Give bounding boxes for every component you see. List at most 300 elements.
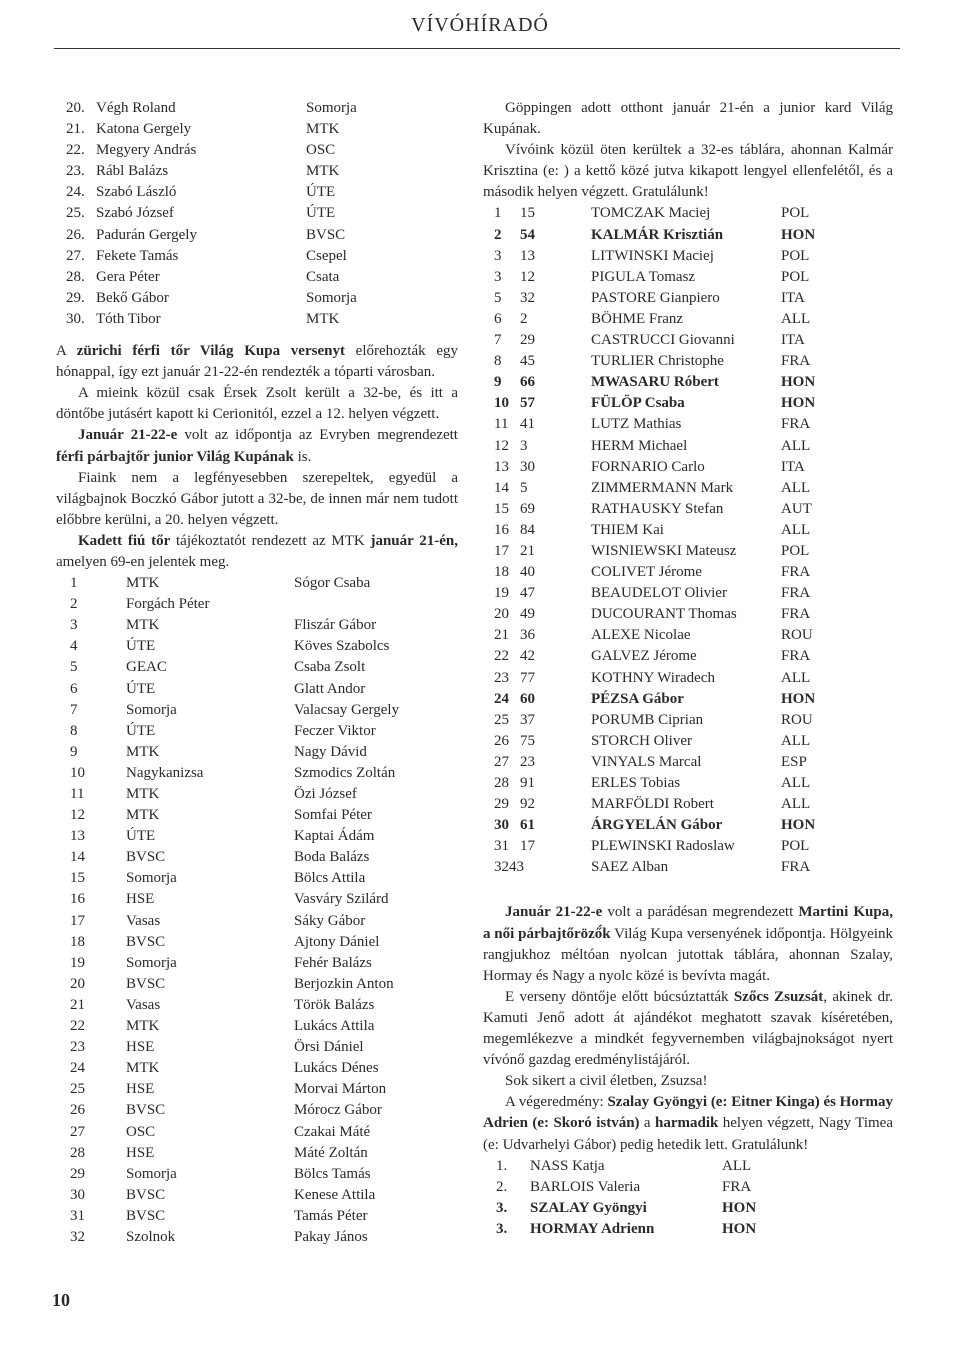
- cell-name: GALVEZ Jérome: [591, 648, 697, 665]
- cell-n: 32: [70, 1228, 85, 1245]
- cell-n: 25: [70, 1081, 85, 1098]
- cell-a: 19: [494, 585, 509, 602]
- cell-name: BEAUDELOT Olivier: [591, 585, 727, 602]
- cadet-row: [56, 1100, 458, 1121]
- cell-name: PIGULA Tomasz: [591, 268, 696, 285]
- cell-name: Özi József: [294, 786, 357, 802]
- cadet-row: [56, 594, 458, 615]
- cell-name: PASTORE Gianpiero: [591, 289, 720, 306]
- evry-result-paragraph: Fiaink nem a legfényesebben szerepeltek, egyedül a világbajnok Boczkó Gábor jutott a 32-be, de innen már nem tudott előbbre kerülni, a 20. helyen végzett.: [56, 469, 458, 528]
- sabre-row: [483, 668, 893, 689]
- cell-a: 17: [494, 542, 509, 559]
- cell-name: WISNIEWSKI Mateusz: [591, 542, 737, 559]
- cadet-row: [56, 700, 458, 721]
- cell-name: Gera Péter: [96, 268, 160, 285]
- cell-name: RATHAUSKY Stefan: [591, 500, 724, 517]
- cell-name: Sógor Csaba: [294, 575, 371, 592]
- cell-name: LUTZ Mathias: [591, 416, 682, 433]
- cell-name: Kenese Attila: [294, 1186, 376, 1203]
- cell-b: 23: [520, 753, 535, 770]
- wish-paragraph: Sok sikert a civil életben, Zsuzsa!: [505, 1073, 708, 1090]
- cell-a: 24: [494, 690, 509, 707]
- cell-nat: ITA: [781, 332, 805, 349]
- cell-b: 60: [520, 690, 535, 707]
- cell-a: 1: [494, 205, 502, 222]
- cell-club: HSE: [126, 1039, 155, 1056]
- martini-paragraph: Január 21-22-e volt a parádésan megrendezett Martini Kupa, a női párbajtőröző́k Világ Kupa versenyének időpontja. Hölgyeink rangjukhoz méltóan nyolcan jutottak táblára, ahonnan Szalay, Hormay és Nagy a nyolc közé is bevívta magát.: [483, 904, 894, 984]
- sabre-row: [483, 857, 893, 878]
- cell-b: 75: [520, 732, 535, 749]
- cell-name: Morvai Márton: [294, 1081, 387, 1098]
- cell-club: Vasas: [126, 996, 161, 1013]
- cell-club: MTK: [126, 1060, 160, 1077]
- cell-name: Kaptai Ádám: [294, 828, 375, 845]
- cell-name: KALMÁR Krisztián: [591, 226, 724, 243]
- cell-b: 66: [520, 374, 535, 391]
- cell-n: 26.: [66, 226, 85, 243]
- cell-n: 5: [70, 659, 78, 676]
- cell-nat: FRA: [781, 859, 811, 876]
- cell-nat: ALL: [722, 1157, 752, 1174]
- cell-a: 3: [494, 247, 502, 264]
- cell-club: MTK: [306, 310, 340, 327]
- cell-club: MTK: [126, 786, 160, 802]
- zurich-result-paragraph: A mieink közül csak Érsek Zsolt került a 32-be, és itt a döntőbe jutásért kapott ki Cerionitól, ezzel a 12. helyen végzett.: [56, 385, 458, 423]
- cadet-row: [56, 1143, 458, 1164]
- cell-club: MTK: [306, 163, 340, 180]
- cell-nat: ALL: [781, 310, 811, 327]
- cell-name: DUCOURANT Thomas: [591, 606, 737, 623]
- cell-b: 49: [520, 606, 535, 623]
- cell-a: 3: [494, 268, 502, 285]
- cell-club: HSE: [126, 891, 155, 908]
- cell-a: 21: [494, 627, 509, 644]
- cell-name: Fehér Balázs: [294, 954, 372, 971]
- cell-a: 20: [494, 606, 509, 623]
- cell-n: 7: [70, 701, 78, 718]
- cell-club: MTK: [126, 617, 160, 634]
- cell-name: Czakai Máté: [294, 1123, 371, 1140]
- cell-b: 61: [520, 817, 535, 834]
- cell-name: VINYALS Marcal: [591, 753, 702, 770]
- sabre-row: [483, 815, 893, 836]
- cadet-row: [56, 1079, 458, 1100]
- cadet-results-list: [56, 573, 458, 1248]
- cell-b: 29: [520, 332, 535, 349]
- cell-name: Vasváry Szilárd: [294, 891, 389, 908]
- cell-a: 11: [494, 416, 509, 433]
- cell-club: GEAC: [126, 659, 167, 676]
- cell-club: OSC: [306, 142, 336, 159]
- cell-b: 77: [520, 669, 535, 686]
- cell-club: ÚTE: [126, 638, 156, 655]
- cell-b: 57: [520, 395, 535, 412]
- cell-name: Ajtony Dániel: [294, 933, 380, 950]
- cell-name: SZALAY Gyöngyi: [530, 1199, 647, 1216]
- cell-a: 9: [494, 374, 502, 391]
- cell-name: CASTRUCCI Giovanni: [591, 332, 735, 349]
- cell-name: FÜLÖP Csaba: [591, 395, 685, 412]
- cell-name: Padurán Gergely: [96, 226, 197, 243]
- sabre-row: [483, 499, 893, 520]
- cell-name: [294, 594, 458, 615]
- cadet-row: [56, 573, 458, 594]
- result-row: [66, 119, 466, 140]
- cell-n: 31: [70, 1207, 85, 1224]
- cell-club: MTK: [306, 121, 340, 138]
- cell-name: Sáky Gábor: [294, 912, 366, 929]
- goppingen-result-paragraph: Vívóink közül öten kerültek a 32-es táblára, ahonnan Kalmár Krisztina (e: ) a kettő közé jutva kikapott lengyel ellenfelétől, és a második helyen végzett. Gratulálunk!: [483, 142, 893, 201]
- cell-b: 69: [520, 500, 535, 517]
- cell-a: 13: [494, 458, 509, 475]
- cell-n: 1.: [496, 1157, 508, 1174]
- cell-a: 25: [494, 711, 509, 728]
- cell-a: 7: [494, 332, 502, 349]
- cell-b: 54: [520, 226, 535, 243]
- cell-club: BVSC: [126, 1102, 166, 1119]
- cell-n: 23.: [66, 163, 85, 180]
- cell-name: BÖHME Franz: [591, 310, 684, 327]
- cadet-row: [56, 1037, 458, 1058]
- cell-b: 30: [520, 458, 535, 475]
- cell-name: LITWINSKI Maciej: [591, 247, 714, 264]
- cell-club: BVSC: [126, 933, 166, 950]
- cell-n: 23: [70, 1039, 85, 1056]
- cell-club: Somorja: [126, 701, 177, 718]
- cell-a: 29: [494, 796, 509, 813]
- cell-name: PÉZSA Gábor: [591, 690, 684, 707]
- cell-b: 32: [520, 289, 535, 306]
- cell-name: Bekő Gábor: [96, 289, 169, 306]
- cadet-row: [56, 911, 458, 932]
- cell-name: Bölcs Tamás: [294, 1165, 371, 1182]
- cell-n: 29: [70, 1165, 85, 1182]
- farewell-paragraph: E verseny döntője előtt búcsúztatták Szőcs Zsuzsát, akinek dr. Kamuti Jenő adott át ajándékot meghatott szavak kíséretében, megemlékezve a mindkét fegyvernemben világbajnokságot nyert vívónő gazdag eredménylistájáról.: [483, 988, 894, 1069]
- cell-nat: HON: [781, 690, 816, 707]
- sabre-row: [483, 351, 893, 372]
- cell-name: PLEWINSKI Radoslaw: [591, 838, 735, 855]
- cell-club: Somorja: [126, 954, 177, 971]
- cell-b: 47: [520, 585, 535, 602]
- result-row: [66, 246, 466, 267]
- cell-name: Tamás Péter: [294, 1207, 368, 1224]
- cell-b: 13: [520, 247, 535, 264]
- cell-club: MTK: [126, 575, 160, 592]
- cell-name: MWASARU Róbert: [591, 374, 719, 391]
- cell-name: Rábl Balázs: [96, 163, 169, 180]
- cadet-row: [56, 1206, 458, 1227]
- article-left: [56, 341, 458, 1248]
- sabre-row: [483, 309, 893, 330]
- cell-n: 16: [70, 891, 85, 908]
- final-row: [483, 1219, 893, 1240]
- cell-nat: ALL: [781, 521, 811, 538]
- cell-n: 13: [70, 828, 85, 845]
- cell-name: TOMCZAK Maciej: [591, 205, 711, 222]
- result-row: [66, 140, 466, 161]
- result-row: [66, 267, 466, 288]
- cell-club: BVSC: [126, 975, 166, 992]
- cell-n: 3: [70, 617, 78, 634]
- cell-club: Somorja: [306, 289, 357, 306]
- result-row: [66, 225, 466, 246]
- sabre-results-list: [483, 203, 893, 878]
- cadet-row: [56, 995, 458, 1016]
- cell-nat: HON: [781, 226, 816, 243]
- cell-nat: ITA: [781, 289, 805, 306]
- cell-n: 20: [70, 975, 85, 992]
- cadet-row: [56, 932, 458, 953]
- cell-n: 22: [70, 1018, 85, 1035]
- sabre-row: [483, 372, 893, 393]
- cell-nat: FRA: [781, 585, 811, 602]
- sabre-row: [483, 752, 893, 773]
- cell-n: 15: [70, 870, 85, 887]
- cell-name: HERM Michael: [591, 437, 688, 454]
- cell-club: MTK: [126, 807, 160, 824]
- cell-name: FORNARIO Carlo: [591, 458, 705, 475]
- cell-club: Somorja: [126, 870, 177, 887]
- cell-n: 14: [70, 849, 85, 866]
- cell-name: Lukács Dénes: [294, 1060, 379, 1077]
- cell-nat: POL: [781, 268, 810, 285]
- cell-club: MTK: [126, 1018, 160, 1035]
- cell-b: 37: [520, 711, 535, 728]
- results-list-top: [66, 98, 466, 330]
- cell-b: 5: [520, 479, 528, 496]
- cadet-row: [56, 868, 458, 889]
- cell-b: 45: [520, 353, 535, 370]
- cell-n: 19: [70, 954, 85, 971]
- cell-b: 15: [520, 205, 535, 222]
- sabre-row: [483, 330, 893, 351]
- cell-name: Megyery András: [96, 142, 197, 159]
- cell-nat: HON: [781, 374, 816, 391]
- cell-name: COLIVET Jérome: [591, 564, 702, 581]
- cell-n: 27.: [66, 247, 85, 264]
- cell-n: 29.: [66, 289, 85, 306]
- cadet-row: [56, 784, 458, 805]
- cadet-row: [56, 657, 458, 678]
- cell-name: Mórocz Gábor: [294, 1102, 382, 1119]
- cell-b: 41: [520, 416, 535, 433]
- sabre-row: [483, 604, 893, 625]
- cell-n: 18: [70, 933, 85, 950]
- sabre-row: [483, 583, 893, 604]
- cell-name: MARFÖLDI Robert: [591, 796, 714, 813]
- cell-name: KOTHNY Wiradech: [591, 669, 715, 686]
- cell-nat: POL: [781, 205, 810, 222]
- cell-name: Nagy Dávid: [294, 743, 367, 760]
- cell-a: 27: [494, 753, 509, 770]
- sabre-row: [483, 773, 893, 794]
- cadet-row: [56, 763, 458, 784]
- cell-b: 92: [520, 796, 535, 813]
- cell-n: 4: [70, 638, 78, 655]
- cell-club: ÚTE: [306, 205, 336, 222]
- cell-b: 3: [520, 437, 528, 454]
- cadet-row: [56, 826, 458, 847]
- cell-name: Boda Balázs: [294, 849, 370, 866]
- cell-club: Szolnok: [126, 1228, 176, 1245]
- sabre-row: [483, 710, 893, 731]
- cell-name: THIEM Kai: [591, 521, 664, 538]
- cell-club: Forgách Péter: [126, 596, 210, 613]
- sabre-row: [483, 562, 893, 583]
- cell-n: 30.: [66, 310, 85, 327]
- cell-nat: ALL: [781, 775, 811, 791]
- cell-name: Valacsay Gergely: [294, 701, 400, 718]
- cell-nat: FRA: [722, 1178, 752, 1195]
- cell-nat: ALL: [781, 479, 811, 496]
- header-rule: [54, 48, 900, 49]
- cell-name: SAEZ Alban: [591, 859, 669, 876]
- cell-nat: FRA: [781, 353, 811, 370]
- cell-name: Török Balázs: [294, 996, 375, 1013]
- cell-n: 10: [70, 764, 85, 781]
- cell-a: 14: [494, 479, 509, 496]
- sabre-row: [483, 794, 893, 815]
- cell-nat: HON: [722, 1199, 757, 1216]
- final-row: [483, 1156, 893, 1177]
- sabre-row: [483, 246, 893, 267]
- cadet-row: [56, 1122, 458, 1143]
- cell-b: 42: [520, 648, 535, 665]
- final-result-paragraph: A végeredmény: Szalay Gyöngyi (e: Eitner Kinga) és Hormay Adrien (e: Skoró istván) a harmadik helyen végzett, Nagy Timea (e: Udvarhelyi Gábor) pedig hetedik lett. Gratulálunk!: [483, 1094, 894, 1153]
- sabre-row: [483, 731, 893, 752]
- cadet-row: [56, 1185, 458, 1206]
- cell-club: Nagykanizsa: [126, 764, 204, 781]
- cell-n: 26: [70, 1102, 85, 1119]
- cell-b: 91: [520, 775, 535, 791]
- sabre-row: [483, 457, 893, 478]
- cell-n: 28.: [66, 268, 85, 285]
- cell-b: [520, 857, 591, 878]
- cell-club: ÚTE: [306, 184, 336, 201]
- cell-name: Fekete Tamás: [96, 247, 179, 264]
- cell-a: 23: [494, 669, 509, 686]
- cadet-row: [56, 953, 458, 974]
- cell-nat: HON: [781, 395, 816, 412]
- cell-name: PORUMB Ciprian: [591, 711, 704, 728]
- cell-club: BVSC: [306, 226, 346, 243]
- cell-club: BVSC: [126, 849, 166, 866]
- cell-club: Vasas: [126, 912, 161, 929]
- cell-nat: HON: [722, 1220, 757, 1237]
- cell-a: 26: [494, 732, 509, 749]
- cell-b: 12: [520, 268, 535, 285]
- cell-nat: ESP: [781, 753, 807, 770]
- sabre-row: [483, 414, 893, 435]
- final-results-list: [483, 1156, 893, 1240]
- sabre-row: [483, 393, 893, 414]
- sabre-row: [483, 436, 893, 457]
- final-row: [483, 1198, 893, 1219]
- cell-nat: FRA: [781, 564, 811, 581]
- sabre-row: [483, 478, 893, 499]
- cell-b: 21: [520, 542, 535, 559]
- cell-name: Szabó László: [96, 184, 177, 201]
- cell-club: Csepel: [306, 247, 347, 264]
- cell-a: 22: [494, 648, 509, 665]
- cell-name: Csaba Zsolt: [294, 659, 366, 676]
- evry-paragraph: Január 21-22-e volt az időpontja az Evryben megrendezett férfi párbajtőr junior Világ Kupának is.: [56, 427, 458, 465]
- cell-a: 8: [494, 353, 502, 370]
- cell-nat: ALL: [781, 796, 811, 813]
- sabre-row: [483, 225, 893, 246]
- cell-n: 27: [70, 1123, 85, 1140]
- cell-name: Lukács Attila: [294, 1018, 375, 1035]
- cell-name: ÁRGYELÁN Gábor: [591, 817, 723, 834]
- cell-b: 36: [520, 627, 535, 644]
- zurich-paragraph: A zürichi férfi tőr Világ Kupa versenyt előrehozták egy hónappal, így ezt január 21-22-én rendezték a tóparti városban.: [56, 343, 458, 381]
- cell-club: OSC: [126, 1123, 156, 1140]
- cell-name: TURLIER Christophe: [591, 353, 724, 370]
- sabre-row: [483, 520, 893, 541]
- cell-nat: AUT: [781, 500, 812, 517]
- cell-n: 20.: [66, 100, 85, 116]
- cell-a: 6: [494, 310, 502, 327]
- cell-name: NASS Katja: [530, 1157, 605, 1174]
- cell-n: 11: [70, 786, 85, 802]
- cell-nat: POL: [781, 838, 810, 855]
- cell-nat: FRA: [781, 606, 811, 623]
- cadet-row: [56, 636, 458, 657]
- cell-n: 2: [70, 596, 78, 613]
- cell-n: 8: [70, 722, 78, 739]
- cell-n: 17: [70, 912, 85, 929]
- cadet-row: [56, 847, 458, 868]
- cell-nat: ROU: [781, 711, 813, 728]
- cell-name: Fliszár Gábor: [294, 617, 377, 634]
- cadet-row: [56, 679, 458, 700]
- cell-nat: FRA: [781, 416, 811, 433]
- cell-a: 3243: [494, 859, 524, 876]
- cell-n: 30: [70, 1186, 85, 1203]
- cadet-row: [56, 721, 458, 742]
- cell-a: 15: [494, 500, 509, 517]
- cell-a: 5: [494, 289, 502, 306]
- cell-name: Végh Roland: [96, 100, 176, 116]
- cell-n: 3.: [496, 1220, 508, 1237]
- cell-club: ÚTE: [126, 828, 156, 845]
- cell-name: Katona Gergely: [96, 121, 192, 138]
- cell-club: Csata: [306, 268, 340, 285]
- sabre-row: [483, 541, 893, 562]
- cadet-row: [56, 805, 458, 826]
- cell-a: 12: [494, 437, 509, 454]
- cadet-row: [56, 1227, 458, 1248]
- cell-name: Szmodics Zoltán: [294, 764, 396, 781]
- cell-a: 10: [494, 395, 509, 412]
- cell-n: 21: [70, 996, 85, 1013]
- cell-n: 24.: [66, 184, 85, 201]
- sabre-row: [483, 689, 893, 710]
- cell-a: 28: [494, 775, 509, 791]
- result-row: [66, 288, 466, 309]
- final-row: [483, 1177, 893, 1198]
- cell-name: ERLES Tobias: [591, 775, 681, 791]
- cell-name: Tóth Tibor: [96, 310, 161, 327]
- cell-b: 84: [520, 521, 535, 538]
- cell-a: 18: [494, 564, 509, 581]
- cell-n: 9: [70, 743, 78, 760]
- cadet-paragraph: Kadett fiú tőr tájékoztatót rendezett az MTK január 21-én, amelyen 69-en jelentek meg.: [56, 532, 459, 570]
- left-column: [56, 98, 466, 1248]
- cell-n: 28: [70, 1144, 85, 1161]
- cell-name: BARLOIS Valeria: [530, 1178, 641, 1195]
- cell-nat: ALL: [781, 437, 811, 454]
